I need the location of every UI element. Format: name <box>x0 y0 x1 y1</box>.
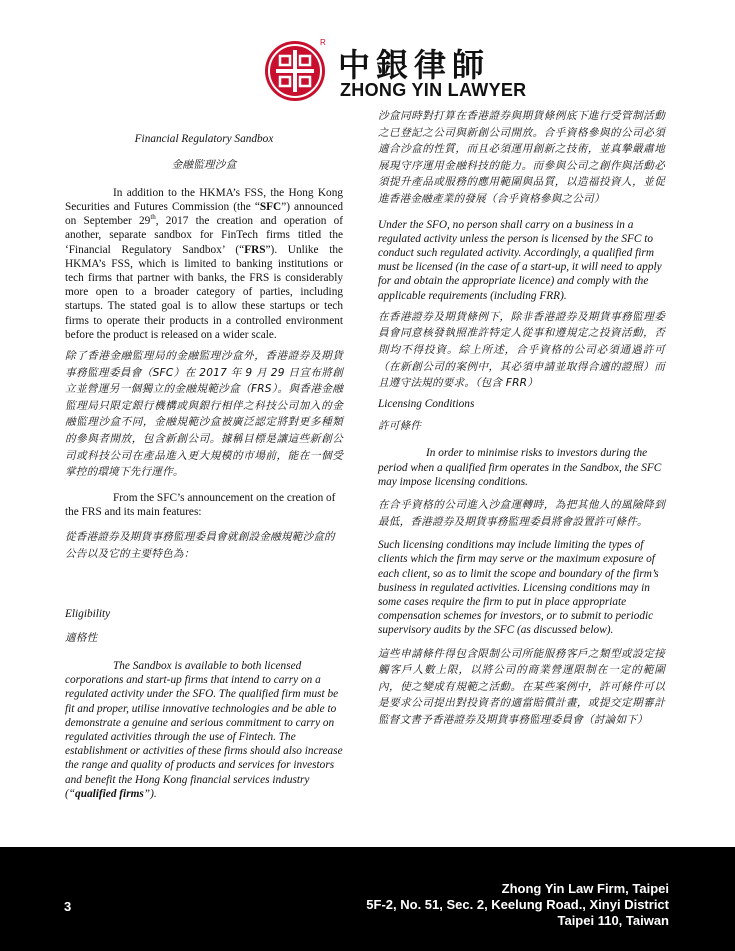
licensing-heading: Licensing Conditions <box>378 397 475 410</box>
logo-english-name: ZHONG YIN LAWYER <box>340 80 527 100</box>
firm-address <box>366 881 669 929</box>
address-line-3: Taipei 110, Taiwan <box>557 913 669 928</box>
logo <box>264 38 527 108</box>
footer-bar <box>0 847 735 951</box>
page-number: 3 <box>64 899 72 914</box>
logo-chinese-name: 中銀律師 <box>338 46 491 84</box>
paragraph-conditions: Such licensing conditions may include limiting the types of clients which the firm may serve or the maximum exposure of each client, so as to limit the scope and boundary of the firm’s business in regulated activities. Licensing conditions may in some cases require the firm to put in place appropriate compensation schemes for investors, or to submit to periodic supervisory audits by the SFC (as discussed below). <box>378 539 659 637</box>
eligibility-heading: Eligibility <box>65 608 111 621</box>
paragraph-eligibility: The Sandbox is available to both licensed corporations and start-up firms that intend to carry on a regulated activity under the SFO. The qualified firm must be fit and proper, utilise innovative technologies and be able to demonstrate a genuine and serious commitment to carry on regulated activities through the use of Fintech. The establishment or activities of these firms should also increase the range and quality of products and services for investors and benefit the Hong Kong financial services industry (“qualified firms”). <box>65 659 343 800</box>
paragraph-intro-zh: 除了香港金融監理局的金融監理沙盒外，香港證券及期貨事務監理委員會（SFC）在 2017 年 9 月 29 日宣布將創立並營運另一個獨立的金融規範沙盒（FRS）。與香港金融監理局只限定銀行機構或與銀行相伴之科技公司加入的金融監理沙盒不同，金融規範沙盒被廣泛認定將對更多種類的參與者開放，包含新創公司。據稱目標是讓這些新創公司或科技公司在產品進入更大規模的市場前，能在一個受掌控的環境下先行運作。 <box>65 350 343 479</box>
eligibility-heading-zh: 適格性 <box>65 632 98 645</box>
paragraph-conditions-zh: 這些申請條件得包含限制公司所能服務客戶之類型或設定接觸客戶人數上限，以將公司的商業營運限制在一定的範圍內，使之變成有規範之活動。在某些案例中，許可條件可以是要求公司提出對投資者的適當賠償計畫，或提交定期審計監督文書予香港證券及期貨事務監理委員會（討論如下） <box>378 647 665 726</box>
section-heading-zh: 金融監理沙盒 <box>171 159 237 172</box>
seal-icon <box>264 40 326 102</box>
paragraph-sfo-zh: 在香港證券及期貨條例下，除非香港證券及期貨事務監理委員會同意核發執照准許特定人從事和遵規定之投資活動，否則均不得投資。綜上所述，合乎資格的公司必須通過許可（在新創公司的案例中，其必須申請並取得合適的證照）而且遵守法規的要求。（包含 FRR） <box>378 310 665 390</box>
address-line-2: 5F-2, No. 51, Sec. 2, Keelung Road., Xinyi District <box>366 897 669 912</box>
registered-mark: R <box>320 38 326 47</box>
paragraph-intro: In addition to the HKMA’s FSS, the Hong Kong Securities and Futures Commission (the “SFC”) announced on September 29th, 2017 the creation and operation of another, separate sandbox for FinTech firms titled the ‘Financial Regulatory Sandbox’ (“FRS”). Unlike the HKMA’s FSS, which is limited to banking institutions or tech firms that partner with banks, the FRS is considerably more open to a broader category of parties, including startups. The stated goal is to allow these startups or tech firms to operate their products in a controlled environment before the product is released on a wider scale. <box>65 186 343 341</box>
address-line-1: Zhong Yin Law Firm, Taipei <box>501 881 669 896</box>
section-heading: Financial Regulatory Sandbox <box>134 133 274 145</box>
paragraph-sfo: Under the SFO, no person shall carry on a business in a regulated activity unless the person is licensed by the SFC to conduct such regulated activity. Accordingly, a qualified firm must be licensed (in the case of a start-up, it will need to apply for and obtain the appropriate licence) and comply with the applicable requirements (including FRR). <box>378 218 662 302</box>
paragraph-announcement: From the SFC’s announcement on the creation of the FRS and its main features: <box>65 491 336 518</box>
paragraph-licensing: In order to minimise risks to investors during the period when a qualified firm operates in the Sandbox, the SFC may impose licensing conditions. <box>378 447 662 488</box>
left-column <box>65 132 343 801</box>
licensing-heading-zh: 許可條件 <box>378 419 422 432</box>
right-column <box>378 108 665 729</box>
paragraph-licensing-zh: 在合乎資格的公司進入沙盒運轉時，為把其他人的風險降到最低，香港證券及期貨事務監理委員將會設置許可條件。 <box>378 498 665 528</box>
paragraph-sandbox-zh: 沙盒同時對打算在香港證券與期貨條例底下進行受管制活動之已登記之公司與新創公司開放。合乎資格參與的公司必須適合沙盒的性質，而且必須運用創新之技術，並真摯嚴肅地展現守序運用金融科技的能力。而參與公司之創作與活動必須提升產品或服務的應用範圍與品質，以造福投資人，並促進香港金融產業的發展（合乎資格參與之公司） <box>378 110 665 205</box>
paragraph-announcement-zh: 從香港證券及期貨事務監理委員會就創設金融規範沙盒的公告以及它的主要特色為： <box>65 531 335 560</box>
